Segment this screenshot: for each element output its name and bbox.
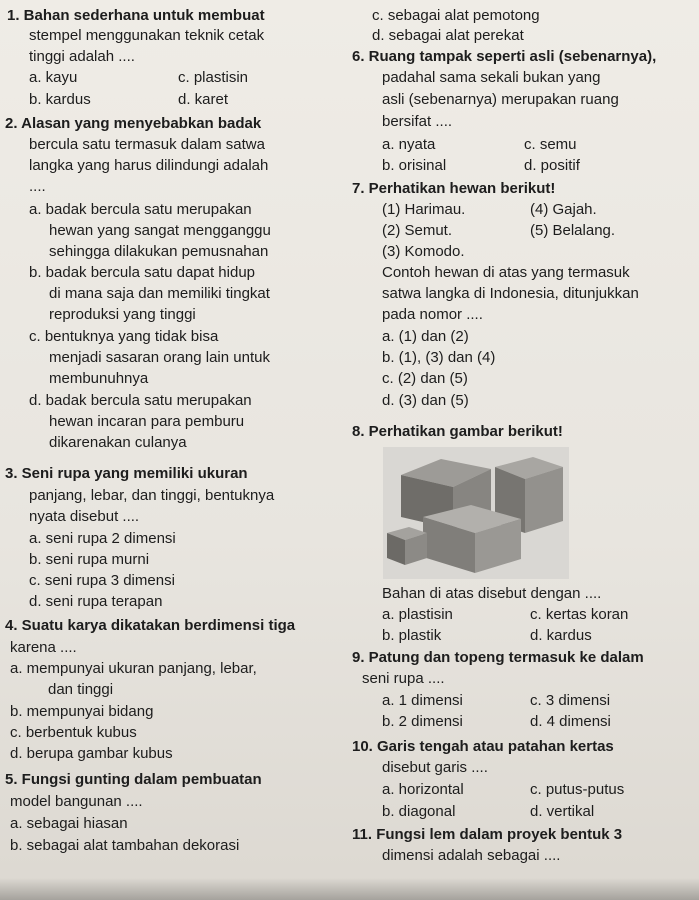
q1-option-c-right: c. sebagai alat pemotong xyxy=(372,7,540,24)
q2-option-b-3: reproduksi yang tinggi xyxy=(49,306,196,323)
q6-option-b: b. orisinal xyxy=(382,157,447,174)
q4-option-c: c. berbentuk kubus xyxy=(10,724,137,741)
q2-line3: langka yang harus dilindungi adalah xyxy=(29,157,269,174)
q2-option-d-3: dikarenakan culanya xyxy=(49,434,187,451)
q7-line3: satwa langka di Indonesia, ditunjukkan xyxy=(382,285,639,302)
q10-option-a: a. horizontal xyxy=(382,781,464,798)
q7-option-c: c. (2) dan (5) xyxy=(382,370,468,387)
q5-line2: model bangunan .... xyxy=(10,793,143,810)
q7-item-5: (5) Belalang. xyxy=(530,222,616,239)
q1-option-a: a. kayu xyxy=(29,69,78,86)
q8-line2: Bahan di atas disebut dengan .... xyxy=(382,585,602,602)
q7-line4: pada nomor .... xyxy=(382,306,483,323)
q2-option-c-3: membunuhnya xyxy=(49,370,149,387)
q11-line2: dimensi adalah sebagai .... xyxy=(382,847,561,864)
q2-option-d-2: hewan incaran para pemburu xyxy=(49,413,245,430)
q10-line2: disebut garis .... xyxy=(382,759,488,776)
q5-option-a: a. sebagai hiasan xyxy=(10,815,128,832)
q9-line2: seni rupa .... xyxy=(362,670,445,687)
q2-option-d-1: d. badak bercula satu merupakan xyxy=(29,392,252,409)
q2-option-a-1: a. badak bercula satu merupakan xyxy=(29,201,252,218)
q8-option-c: c. kertas koran xyxy=(530,606,629,623)
q1-option-b: b. kardus xyxy=(29,91,91,108)
q2-line4: .... xyxy=(29,178,46,195)
q7-item-3: (3) Komodo. xyxy=(382,243,465,260)
q1-option-d-right: d. sebagai alat perekat xyxy=(372,27,524,44)
q9-option-d: d. 4 dimensi xyxy=(530,713,611,730)
q5-option-b: b. sebagai alat tambahan dekorasi xyxy=(10,837,240,854)
q1-option-c: c. plastisin xyxy=(178,69,249,86)
page-bottom-shadow xyxy=(0,878,699,900)
q1-line2: stempel menggunakan teknik cetak xyxy=(29,27,265,44)
q11-line1: 11. Fungsi lem dalam proyek bentuk 3 xyxy=(352,826,623,843)
q10-line1: 10. Garis tengah atau patahan kertas xyxy=(352,738,614,755)
q3-option-d: d. seni rupa terapan xyxy=(29,593,163,610)
q6-option-d: d. positif xyxy=(524,157,580,174)
q3-line1: 3. Seni rupa yang memiliki ukuran xyxy=(5,465,248,482)
q6-line3: asli (sebenarnya) merupakan ruang xyxy=(382,91,619,108)
q3-option-a: a. seni rupa 2 dimensi xyxy=(29,530,176,547)
q2-option-a-3: sehingga dilakukan pemusnahan xyxy=(49,243,269,260)
q7-option-b: b. (1), (3) dan (4) xyxy=(382,349,496,366)
q3-line2: panjang, lebar, dan tinggi, bentuknya xyxy=(29,487,275,504)
q8-line1: 8. Perhatikan gambar berikut! xyxy=(352,423,563,440)
cardboard-blocks-image xyxy=(383,447,569,579)
q7-line2: Contoh hewan di atas yang termasuk xyxy=(382,264,630,281)
q2-option-c-1: c. bentuknya yang tidak bisa xyxy=(29,328,219,345)
q9-option-b: b. 2 dimensi xyxy=(382,713,463,730)
cardboard-blocks-icon xyxy=(383,447,569,579)
q3-option-b: b. seni rupa murni xyxy=(29,551,150,568)
q2-line2: bercula satu termasuk dalam satwa xyxy=(29,136,265,153)
q7-line1: 7. Perhatikan hewan berikut! xyxy=(352,180,556,197)
q10-option-b: b. diagonal xyxy=(382,803,456,820)
q4-option-a-1: a. mempunyai ukuran panjang, lebar, xyxy=(10,660,257,677)
q2-option-b-2: di mana saja dan memiliki tingkat xyxy=(49,285,270,302)
q6-line1: 6. Ruang tampak seperti asli (sebenarnya), xyxy=(352,48,657,65)
q10-option-d: d. vertikal xyxy=(530,803,595,820)
q6-line4: bersifat .... xyxy=(382,113,453,130)
q10-option-c: c. putus-putus xyxy=(530,781,625,798)
q7-item-1: (1) Harimau. xyxy=(382,201,466,218)
q8-option-b: b. plastik xyxy=(382,627,442,644)
q9-line1: 9. Patung dan topeng termasuk ke dalam xyxy=(352,649,644,666)
q9-option-c: c. 3 dimensi xyxy=(530,692,611,709)
q7-option-d: d. (3) dan (5) xyxy=(382,392,469,409)
q4-line1: 4. Suatu karya dikatakan berdimensi tiga xyxy=(5,617,296,634)
q4-option-d: d. berupa gambar kubus xyxy=(10,745,173,762)
q7-item-4: (4) Gajah. xyxy=(530,201,597,218)
q2-line1: 2. Alasan yang menyebabkan badak xyxy=(5,115,262,132)
q2-option-a-2: hewan yang sangat mengganggu xyxy=(49,222,271,239)
q7-option-a: a. (1) dan (2) xyxy=(382,328,469,345)
q1-line1: 1. Bahan sederhana untuk membuat xyxy=(7,7,265,24)
q1-line3: tinggi adalah .... xyxy=(29,48,135,65)
q5-line1: 5. Fungsi gunting dalam pembuatan xyxy=(5,771,262,788)
q3-option-c: c. seni rupa 3 dimensi xyxy=(29,572,175,589)
q6-option-a: a. nyata xyxy=(382,136,436,153)
q9-option-a: a. 1 dimensi xyxy=(382,692,463,709)
q3-line3: nyata disebut .... xyxy=(29,508,140,525)
q6-line2: padahal sama sekali bukan yang xyxy=(382,69,601,86)
q6-option-c: c. semu xyxy=(524,136,577,153)
q4-option-b: b. mempunyai bidang xyxy=(10,703,154,720)
q2-option-b-1: b. badak bercula satu dapat hidup xyxy=(29,264,256,281)
q1-option-d: d. karet xyxy=(178,91,229,108)
q4-option-a-2: dan tinggi xyxy=(48,681,114,698)
q8-option-a: a. plastisin xyxy=(382,606,453,623)
q8-option-d: d. kardus xyxy=(530,627,592,644)
q4-line2: karena .... xyxy=(10,639,77,656)
q2-option-c-2: menjadi sasaran orang lain untuk xyxy=(49,349,270,366)
q7-item-2: (2) Semut. xyxy=(382,222,453,239)
